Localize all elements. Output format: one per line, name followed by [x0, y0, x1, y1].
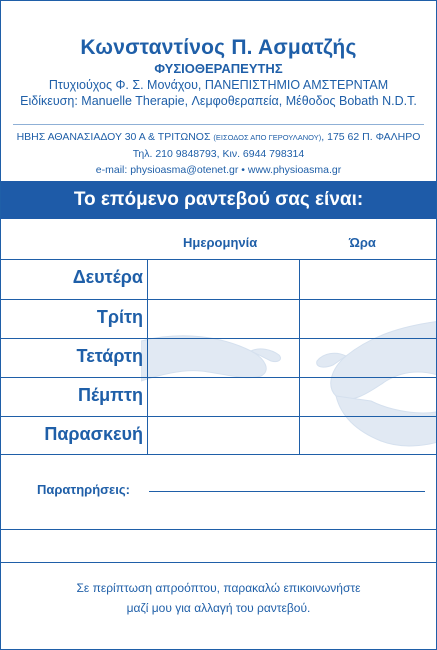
footer-note	[1, 578, 436, 618]
time-cell-wednesday[interactable]	[300, 339, 436, 377]
date-cell-friday[interactable]	[148, 417, 299, 454]
day-label-tuesday: Τρίτη	[96, 307, 143, 327]
phone-line: Τηλ. 210 9848793, Κιν. 6944 798314	[132, 148, 305, 160]
header-divider	[13, 124, 424, 125]
footer-line-2: μαζί μου για αλλαγή του ραντεβού.	[126, 601, 311, 615]
specialization-line: Ειδίκευση: Manuelle Therapie, Λεμφοθεραπεία, Μέθοδος Bobath N.D.T.	[20, 94, 417, 108]
address-main: ΗΒΗΣ ΑΘΑΝΑΣΙΑΔΟΥ 30 Α & ΤΡΙΤΩΝΟΣ	[16, 131, 211, 143]
day-label-thursday: Πέμπτη	[78, 385, 143, 405]
time-cell-monday[interactable]	[300, 260, 436, 299]
column-header-date: Ημερομηνία	[183, 235, 258, 250]
day-label-friday: Παρασκευή	[44, 424, 143, 444]
time-cell-tuesday[interactable]	[300, 300, 436, 338]
web-line	[1, 162, 436, 178]
email-link[interactable]: e-mail: physioasma@otenet.gr	[95, 164, 239, 176]
footer-line-1: Σε περίπτωση απροόπτου, παρακαλώ επικοινωνήστε	[76, 581, 361, 595]
time-cell-friday[interactable]	[300, 417, 436, 454]
next-appointment-banner: Το επόμενο ραντεβού σας είναι:	[1, 181, 436, 219]
column-header-time: Ώρα	[349, 235, 376, 250]
address-line	[1, 129, 436, 146]
remarks-line[interactable]	[1, 562, 436, 563]
degree-line: Πτυχιούχος Φ. Σ. Μονάχου, ΠΑΝΕΠΙΣΤΗΜΙΟ ΑΜΣΤΕΡΝΤΑΜ	[48, 78, 389, 92]
date-cell-monday[interactable]	[148, 260, 299, 299]
website-link[interactable]: www.physioasma.gr	[247, 164, 342, 176]
address-city: , 175 62 Π. ΦΑΛΗΡΟ	[321, 131, 421, 143]
remarks-label: Παρατηρήσεις:	[37, 482, 130, 497]
contact-block	[1, 129, 436, 178]
date-cell-tuesday[interactable]	[148, 300, 299, 338]
address-note: (ΕΙΣΟΔΟΣ ΑΠΟ ΓΕΡΟΥΛΑΝΟΥ)	[213, 133, 322, 142]
bullet-separator: •	[241, 164, 245, 176]
table-bottom-border	[1, 454, 436, 455]
remarks-line[interactable]	[1, 529, 436, 530]
day-label-wednesday: Τετάρτη	[76, 346, 143, 366]
remarks-line[interactable]	[149, 491, 425, 492]
profession-title: ΦΥΣΙΟΘΕΡΑΠΕΥΤΗΣ	[154, 61, 283, 76]
day-label-monday: Δευτέρα	[72, 267, 143, 287]
time-cell-thursday[interactable]	[300, 378, 436, 416]
date-cell-wednesday[interactable]	[148, 339, 299, 377]
date-cell-thursday[interactable]	[148, 378, 299, 416]
practitioner-name: Κωνσταντίνος Π. Ασματζής	[80, 36, 357, 59]
card-header	[1, 35, 436, 109]
